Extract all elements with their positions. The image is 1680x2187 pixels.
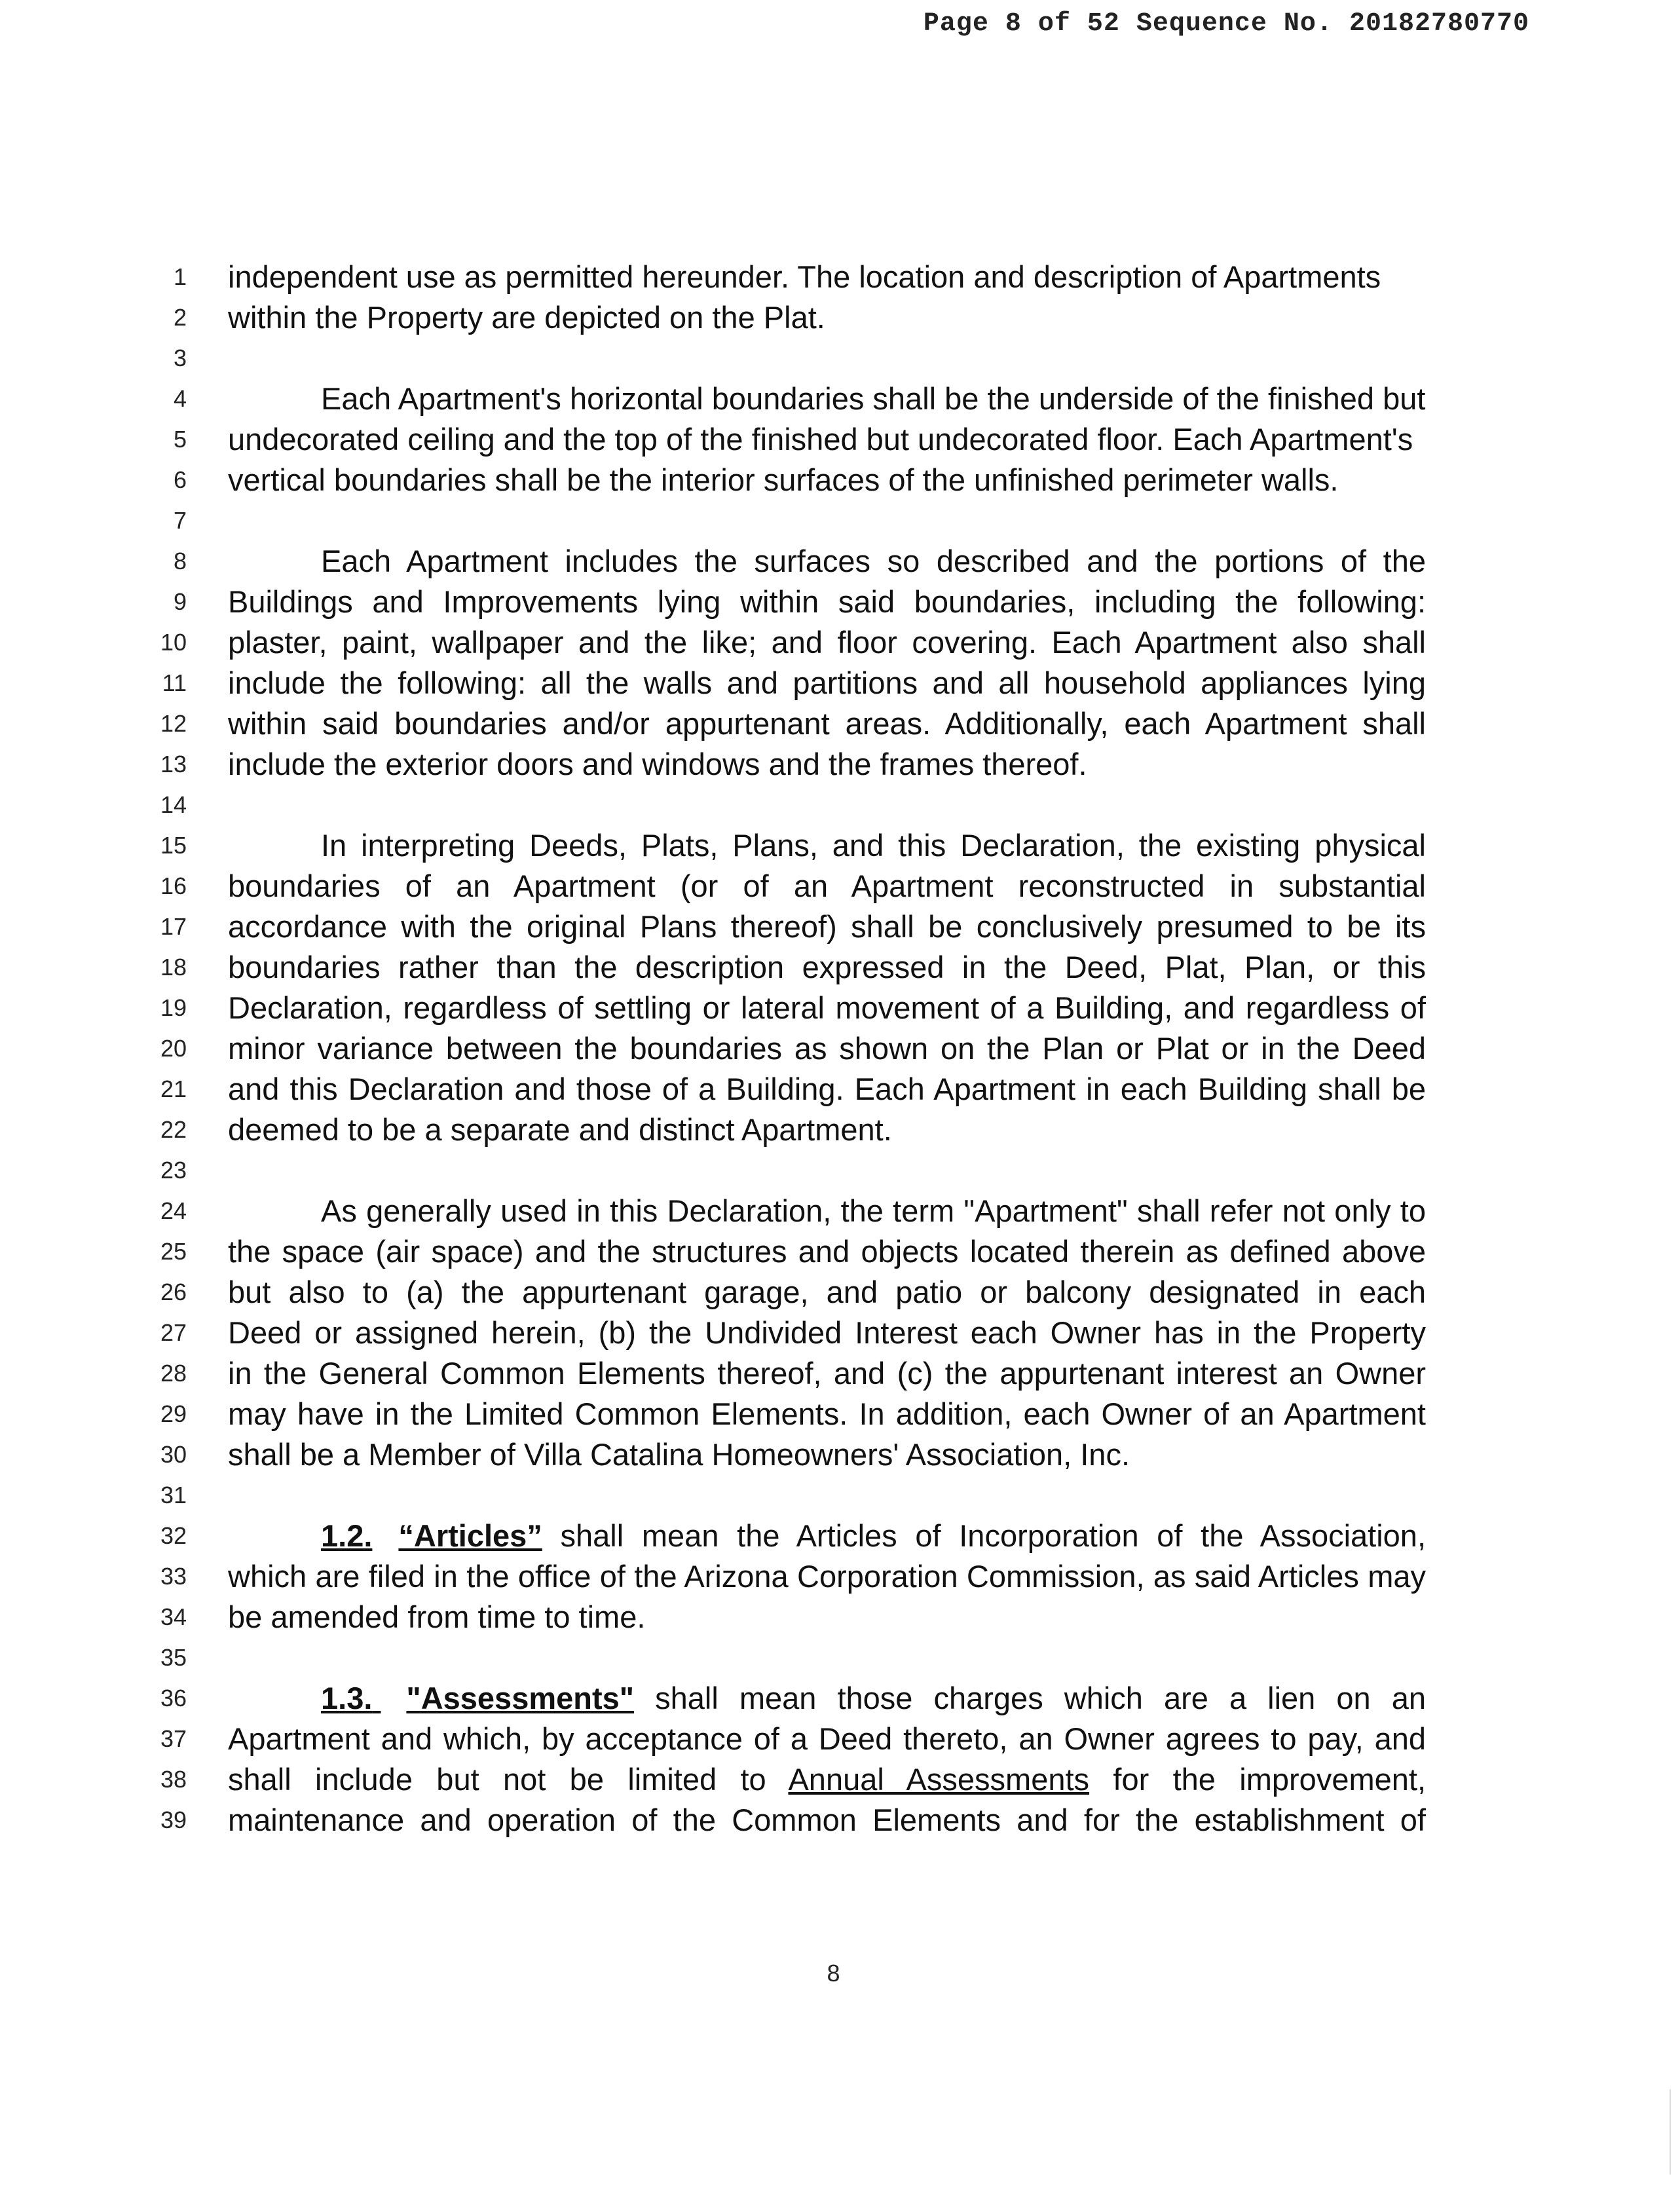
line-number: 25	[160, 1238, 187, 1265]
body-line-19: Declaration, regardless of settling or lateral movement of a Building, and regardless of	[228, 990, 1426, 1025]
line-number: 36	[160, 1685, 187, 1711]
line-number: 32	[160, 1522, 187, 1549]
body-line-38-post: for the improvement,	[1113, 1762, 1426, 1797]
section-1-3-line	[228, 1678, 1426, 1719]
definition-text: shall mean those charges which are a lien on an	[655, 1681, 1426, 1715]
body-line-15: In interpreting Deeds, Plats, Plans, and this Declaration, the existing physical	[321, 828, 1426, 863]
line-number: 17	[160, 913, 187, 940]
body-line-24: As generally used in this Declaration, the term "Apartment" shall refer not only to	[321, 1193, 1426, 1228]
line-number: 9	[173, 588, 187, 615]
line-number: 27	[160, 1319, 187, 1346]
body-line-13: include the exterior doors and windows and the frames thereof.	[228, 747, 1087, 781]
scan-edge-mark	[1670, 2089, 1671, 2175]
line-number: 15	[160, 832, 187, 859]
line-number: 14	[160, 791, 187, 818]
line-number: 34	[160, 1603, 187, 1630]
page-sequence-header: Page 8 of 52 Sequence No. 20182780770	[923, 9, 1529, 39]
line-number: 21	[160, 1075, 187, 1102]
line-number: 22	[160, 1116, 187, 1143]
body-line-21: and this Declaration and those of a Building. Each Apartment in each Building shall be	[228, 1072, 1426, 1106]
body-line-4: Each Apartment's horizontal boundaries shall be the underside of the finished but	[321, 381, 1426, 416]
line-number: 19	[160, 994, 187, 1021]
page-number: 8	[827, 1960, 840, 1987]
body-line-25: the space (air space) and the structures and objects located therein as defined above	[228, 1234, 1426, 1269]
line-number: 29	[160, 1400, 187, 1427]
line-number: 24	[160, 1197, 187, 1224]
line-number: 35	[160, 1644, 187, 1671]
section-1-2-line	[228, 1516, 1426, 1556]
line-number: 5	[173, 426, 187, 453]
line-number: 20	[160, 1035, 187, 1062]
body-line-20: minor variance between the boundaries as shown on the Plan or Plat or in the Deed	[228, 1031, 1426, 1066]
body-line-28: in the General Common Elements thereof, and (c) the appurtenant interest an Owner	[228, 1356, 1426, 1391]
line-number: 1	[173, 263, 187, 290]
line-number: 8	[173, 548, 187, 574]
body-line-9: Buildings and Improvements lying within said boundaries, including the following:	[228, 584, 1426, 619]
line-number: 39	[160, 1806, 187, 1833]
line-number: 33	[160, 1563, 187, 1590]
line-number: 10	[160, 629, 187, 656]
body-line-2: within the Property are depicted on the Plat.	[228, 300, 825, 335]
body-line-29: may have in the Limited Common Elements. In addition, each Owner of an Apartment	[228, 1396, 1426, 1431]
line-number: 31	[160, 1482, 187, 1508]
line-number: 28	[160, 1360, 187, 1387]
line-number: 2	[173, 304, 187, 331]
section-number: 1.2.	[321, 1518, 373, 1553]
body-line-39: maintenance and operation of the Common Elements and for the establishment of	[228, 1803, 1426, 1837]
body-line-37: Apartment and which, by acceptance of a Deed thereto, an Owner agrees to pay, and	[228, 1721, 1426, 1756]
body-line-5: undecorated ceiling and the top of the finished but undecorated floor. Each Apartment's	[228, 422, 1413, 457]
body-line-17: accordance with the original Plans thereof) shall be conclusively presumed to be its	[228, 909, 1426, 944]
annual-assessments-reference: Annual Assessments	[788, 1762, 1090, 1797]
body-line-12: within said boundaries and/or appurtenant areas. Additionally, each Apartment shall	[228, 706, 1426, 741]
body-line-26: but also to (a) the appurtenant garage, and patio or balcony designated in each	[228, 1275, 1426, 1309]
body-line-8: Each Apartment includes the surfaces so described and the portions of the	[321, 544, 1426, 578]
line-number: 18	[160, 954, 187, 981]
line-number: 30	[160, 1441, 187, 1468]
line-number: 16	[160, 872, 187, 899]
line-number: 11	[162, 669, 187, 696]
line-number: 6	[173, 466, 187, 493]
line-number: 26	[160, 1279, 187, 1305]
line-number: 3	[173, 345, 187, 371]
definition-text: shall mean the Articles of Incorporation of the Association,	[560, 1518, 1426, 1553]
body-line-6: vertical boundaries shall be the interior surfaces of the unfinished perimeter walls.	[228, 462, 1339, 497]
body-line-22: deemed to be a separate and distinct Apartment.	[228, 1112, 892, 1147]
line-number: 7	[173, 507, 187, 534]
body-line-38	[228, 1759, 1426, 1800]
body-line-38-pre: shall include but not be limited to	[228, 1762, 766, 1797]
line-number: 12	[160, 710, 187, 737]
body-line-27: Deed or assigned herein, (b) the Undivided Interest each Owner has in the Property	[228, 1315, 1426, 1350]
body-line-10: plaster, paint, wallpaper and the like; and floor covering. Each Apartment also shall	[228, 625, 1426, 660]
defined-term: “Articles”	[398, 1518, 542, 1553]
line-number: 38	[160, 1766, 187, 1793]
line-number: 4	[173, 385, 187, 412]
line-number: 23	[160, 1157, 187, 1184]
body-line-30: shall be a Member of Villa Catalina Homeowners' Association, Inc.	[228, 1437, 1130, 1472]
section-number: 1.3.	[321, 1681, 373, 1715]
body-line-16: boundaries of an Apartment (or of an Apartment reconstructed in substantial	[228, 869, 1426, 903]
body-line-34: be amended from time to time.	[228, 1599, 646, 1634]
body-line-33: which are filed in the office of the Arizona Corporation Commission, as said Articles may	[228, 1559, 1426, 1594]
line-number: 37	[160, 1725, 187, 1752]
body-line-1: independent use as permitted hereunder. The location and description of Apartments	[228, 259, 1381, 294]
defined-term: "Assessments"	[406, 1681, 635, 1715]
line-number: 13	[160, 751, 187, 777]
body-line-18: boundaries rather than the description expressed in the Deed, Plat, Plan, or this	[228, 950, 1426, 984]
body-line-11: include the following: all the walls and partitions and all household appliances lying	[228, 665, 1426, 700]
